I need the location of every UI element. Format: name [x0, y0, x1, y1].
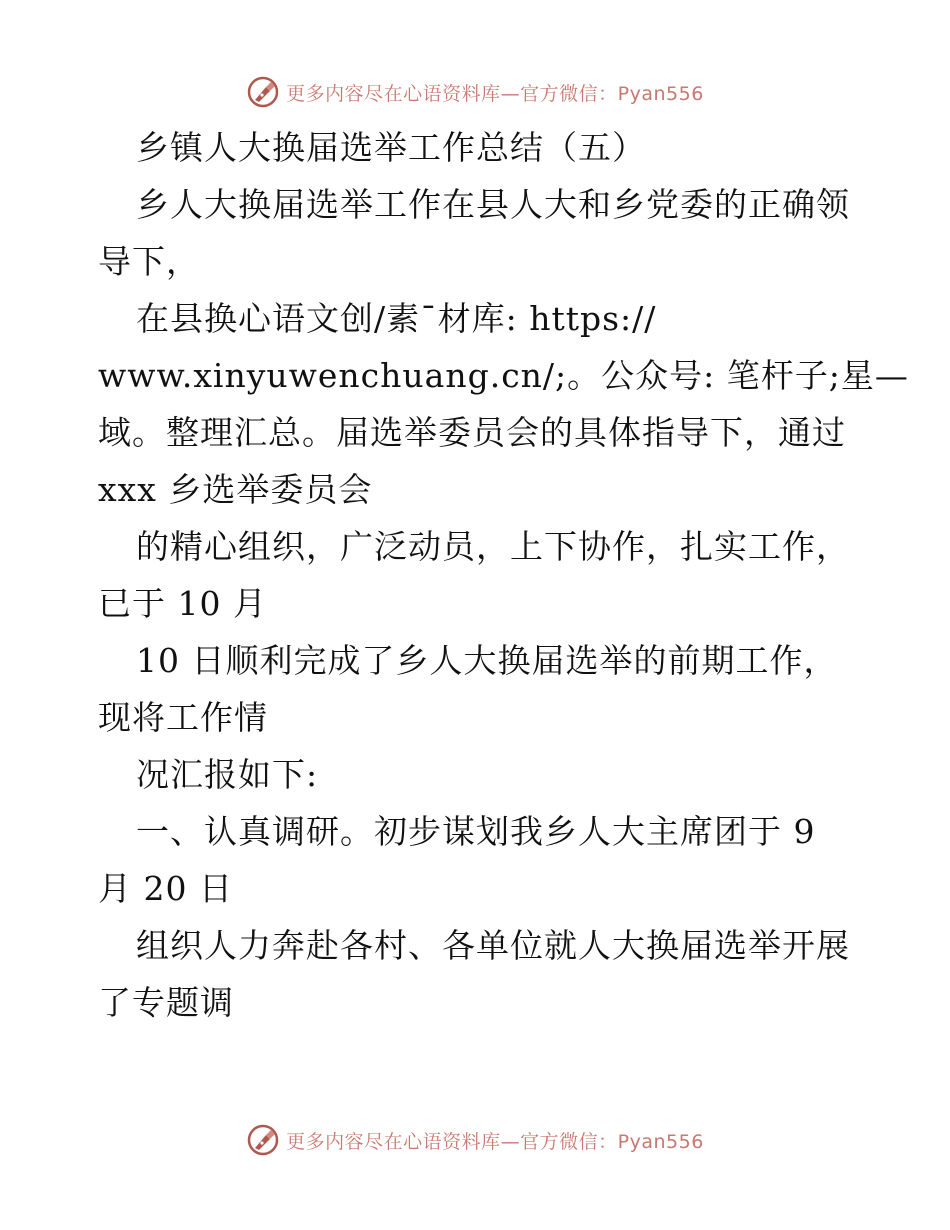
paragraph-line: 月 20 日 [98, 869, 233, 908]
header-banner [0, 72, 950, 112]
paragraph-line: 一、认真调研。初步谋划我乡人大主席团于 9 [136, 812, 816, 851]
header-banner-text: 更多内容尽在心语资料库—官方微信：Pyan556 [286, 82, 704, 105]
paragraph-line: 况汇报如下: [136, 755, 319, 794]
paragraph-line: 域。整理汇总。届选举委员会的具体指导下，通过 [98, 413, 846, 452]
paragraph-line: www.xinyuwenchuang.cn/;。公众号: 笔杆子;星— [98, 356, 909, 395]
paragraph-line: 10 日顺利完成了乡人大换届选举的前期工作， [136, 641, 838, 680]
pen-nib-logo-icon [246, 75, 280, 109]
pen-nib-logo-icon [246, 1123, 280, 1157]
paragraph-line: 在县换心语文创/素¯材库: https:// [136, 299, 657, 338]
paragraph-line: 的精心组织，广泛动员，上下协作，扎实工作， [136, 527, 850, 566]
paragraph-line: 乡人大换届选举工作在县人大和乡党委的正确领 [136, 185, 850, 224]
footer-banner-text: 更多内容尽在心语资料库—官方微信：Pyan556 [286, 1130, 704, 1153]
paragraph-line: 组织人力奔赴各村、各单位就人大换届选举开展 [136, 926, 850, 965]
paragraph-line: 导下， [98, 242, 200, 281]
paragraph-line: xxx 乡选举委员会 [98, 470, 373, 509]
footer-banner [0, 1120, 950, 1160]
paragraph-line: 了专题调 [98, 983, 234, 1022]
paragraph-line: 已于 10 月 [98, 584, 267, 623]
document-title: 乡镇人大换届选举工作总结（五） [136, 128, 646, 167]
paragraph-line: 现将工作情 [98, 698, 268, 737]
